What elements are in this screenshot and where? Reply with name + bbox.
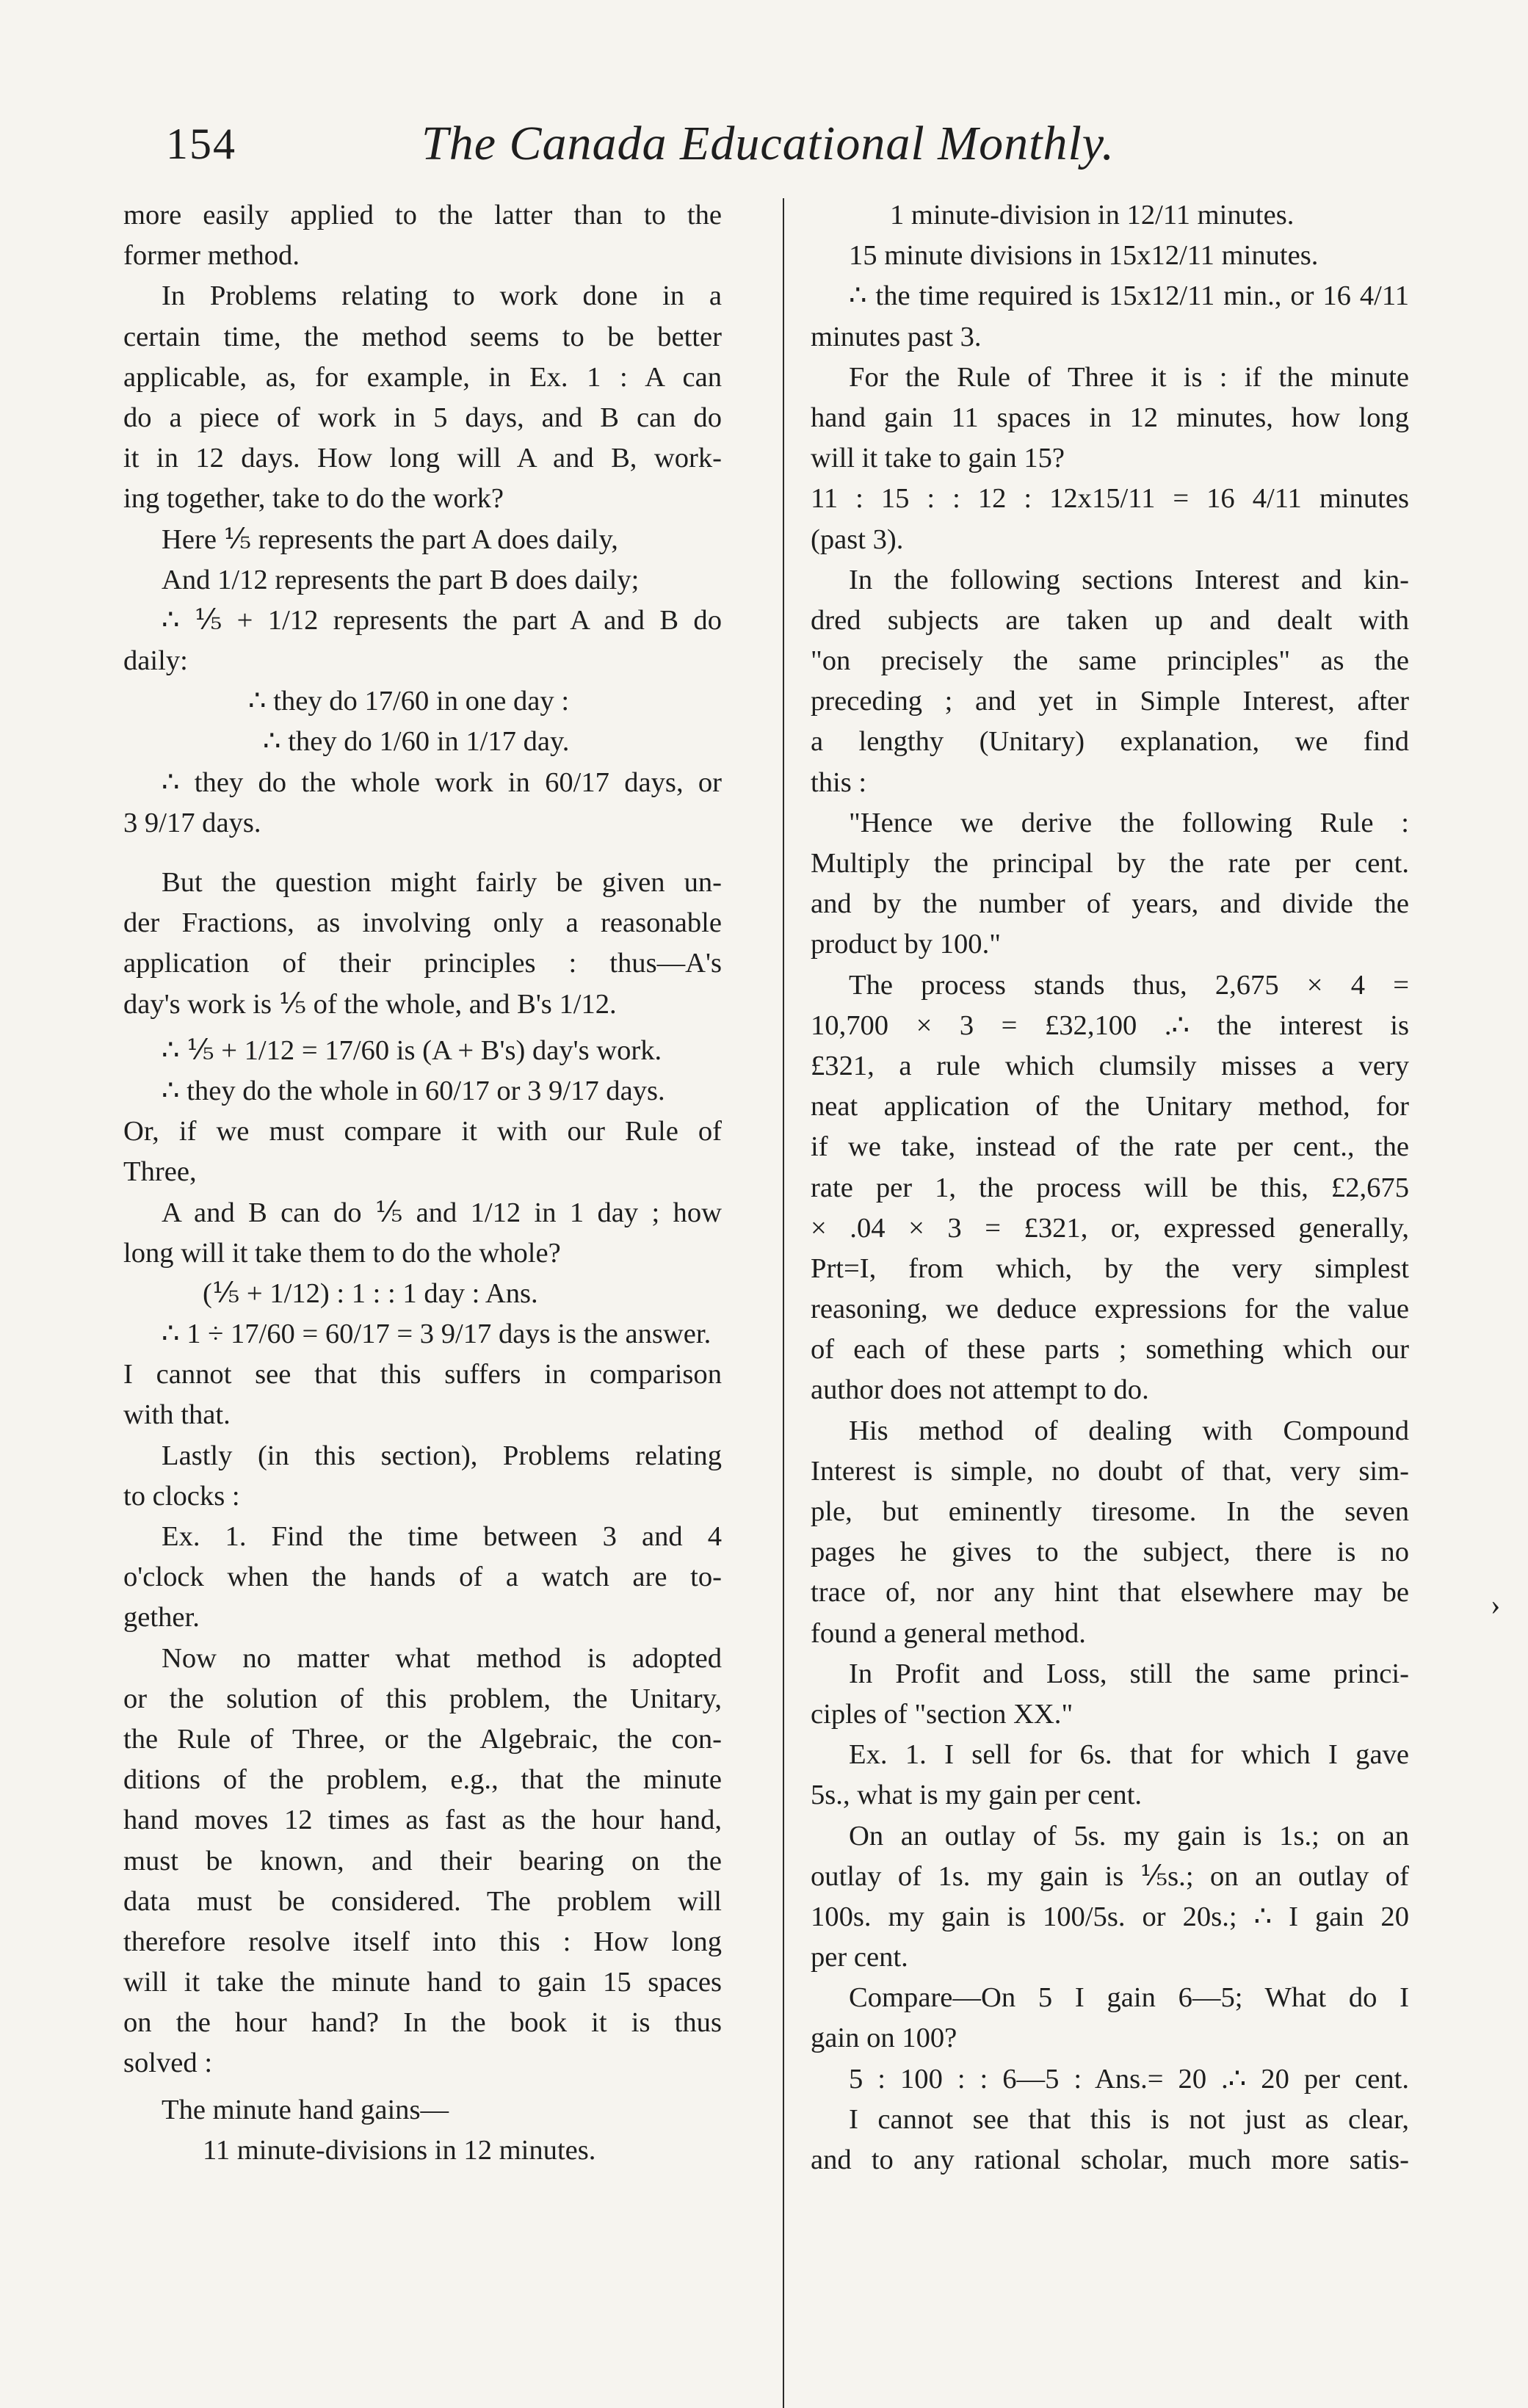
- text-line: with that.: [123, 1399, 231, 1431]
- text-line: ∴ ⅕ + 1/12 = 17/60 is (A + B's) day's work.: [162, 1034, 662, 1066]
- text-line: found a general method.: [811, 1617, 1086, 1649]
- text-line: author does not attempt to do.: [811, 1374, 1149, 1406]
- text-line: per cent.: [811, 1942, 908, 1973]
- text-line: ∴ 1 ÷ 17/60 = 60/17 = 3 9/17 days is the answer.: [162, 1319, 712, 1350]
- text-line: certain time, the method seems to be better: [123, 321, 722, 352]
- text-line: gain on 100?: [811, 2023, 957, 2054]
- text-line: more easily applied to the latter than to the: [123, 200, 722, 231]
- text-line: In Profit and Loss, still the same princi-: [849, 1658, 1409, 1689]
- text-line: ∴ they do 1/60 in 1/17 day.: [263, 726, 570, 758]
- text-line: neat application of the Unitary method, for: [811, 1091, 1409, 1123]
- text-line: Here ⅕ represents the part A does daily,: [162, 523, 618, 555]
- text-line: ∴ they do 17/60 in one day :: [248, 686, 570, 717]
- text-line: will it take the minute hand to gain 15 spaces: [123, 1967, 722, 1998]
- text-line: Now no matter what method is adopted: [162, 1642, 722, 1674]
- text-line: ple, but eminently tiresome. In the seven: [811, 1496, 1409, 1527]
- text-line: product by 100.": [811, 929, 1001, 960]
- text-line: must be known, and their bearing on the: [123, 1845, 722, 1876]
- text-line: The process stands thus, 2,675 × 4 =: [849, 969, 1409, 1001]
- text-line: ∴ ⅕ + 1/12 represents the part A and B do: [162, 604, 722, 636]
- text-line: hand gain 11 spaces in 12 minutes, how long: [811, 402, 1409, 433]
- text-line: former method.: [123, 240, 300, 272]
- text-line: the Rule of Three, or the Algebraic, the con-: [123, 1723, 722, 1755]
- text-line: But the question might fairly be given un-: [162, 867, 722, 898]
- text-line: solved :: [123, 2048, 213, 2079]
- text-line: therefore resolve itself into this : How long: [123, 1926, 722, 1957]
- text-line: Lastly (in this section), Problems relating: [162, 1440, 722, 1471]
- left-column: [123, 195, 722, 2171]
- text-line: Ex. 1. I sell for 6s. that for which I gave: [849, 1739, 1409, 1771]
- text-line: ∴ they do the whole in 60/17 or 3 9/17 days.: [162, 1075, 665, 1106]
- text-line: (⅕ + 1/12) : 1 : : 1 day : Ans.: [203, 1277, 538, 1309]
- text-line: "on precisely the same principles" as the: [811, 645, 1409, 677]
- text-line: On an outlay of 5s. my gain is 1s.; on an: [849, 1820, 1409, 1852]
- margin-mark: ›: [1491, 1588, 1501, 1621]
- text-line: 3 9/17 days.: [123, 807, 261, 838]
- text-line: For the Rule of Three it is : if the minute: [849, 361, 1409, 393]
- text-line: applicable, as, for example, in Ex. 1 : A can: [123, 361, 722, 393]
- text-line: (past 3).: [811, 523, 904, 555]
- running-title: The Canada Educational Monthly.: [421, 117, 1115, 170]
- text-line: I cannot see that this suffers in comparison: [123, 1359, 722, 1390]
- text-line: 1 minute-division in 12/11 minutes.: [890, 200, 1295, 231]
- text-line: ditions of the problem, e.g., that the minute: [123, 1764, 722, 1796]
- text-line: or the solution of this problem, the Unitary,: [123, 1683, 722, 1714]
- text-line: a lengthy (Unitary) explanation, we find: [811, 726, 1409, 758]
- text-line: and by the number of years, and divide the: [811, 888, 1409, 920]
- text-line: and to any rational scholar, much more satis-: [811, 2144, 1409, 2175]
- text-line: Compare—On 5 I gain 6—5; What do I: [849, 1982, 1409, 2014]
- text-line: 11 minute-divisions in 12 minutes.: [203, 2134, 596, 2166]
- text-line: 100s. my gain is 100/5s. or 20s.; ∴ I gain 20: [811, 1901, 1409, 1932]
- paragraph-gap: [123, 2084, 722, 2090]
- text-line: × .04 × 3 = £321, or, expressed generally,: [811, 1212, 1409, 1244]
- text-line: 5s., what is my gain per cent.: [811, 1780, 1143, 1811]
- text-line: if we take, instead of the rate per cent., the: [811, 1131, 1409, 1163]
- text-line: pages he gives to the subject, there is no: [811, 1537, 1409, 1568]
- text-line: In the following sections Interest and kin-: [849, 564, 1409, 595]
- text-line: £321, a rule which clumsily misses a very: [811, 1050, 1409, 1081]
- text-line: will it take to gain 15?: [811, 443, 1065, 474]
- text-line: ∴ the time required is 15x12/11 min., or 16 4/11: [849, 280, 1409, 312]
- text-line: "Hence we derive the following Rule :: [849, 807, 1409, 838]
- text-line: Ex. 1. Find the time between 3 and 4: [162, 1521, 722, 1552]
- paragraph-gap: [123, 1025, 722, 1031]
- text-line: I cannot see that this is not just as clear,: [849, 2103, 1409, 2135]
- page-number: 154: [166, 120, 236, 168]
- text-line: trace of, nor any hint that elsewhere may be: [811, 1577, 1409, 1609]
- text-line: data must be considered. The problem will: [123, 1885, 722, 1917]
- text-line: of each of these parts ; something which our: [811, 1334, 1409, 1366]
- text-line: der Fractions, as involving only a reasonable: [123, 907, 722, 939]
- text-line: gether.: [123, 1602, 200, 1633]
- text-line: And 1/12 represents the part B does daily;: [162, 564, 640, 595]
- text-line: Prt=I, from which, by the very simplest: [811, 1252, 1409, 1284]
- text-line: dred subjects are taken up and dealt with: [811, 604, 1409, 636]
- text-line: Interest is simple, no doubt of that, very sim-: [811, 1455, 1409, 1487]
- right-column: [811, 195, 1409, 2180]
- text-line: outlay of 1s. my gain is ⅕s.; on an outlay of: [811, 1860, 1409, 1892]
- text-line: application of their principles : thus—A's: [123, 948, 722, 979]
- text-line: In Problems relating to work done in a: [162, 280, 722, 312]
- text-line: 15 minute divisions in 15x12/11 minutes.: [849, 240, 1319, 272]
- text-line: rate per 1, the process will be this, £2,675: [811, 1172, 1409, 1203]
- text-line: 10,700 × 3 = £32,100 .∴ the interest is: [811, 1009, 1409, 1041]
- text-line: hand moves 12 times as fast as the hour hand,: [123, 1805, 722, 1836]
- text-line: Three,: [123, 1156, 197, 1188]
- text-line: long will it take them to do the whole?: [123, 1237, 561, 1269]
- text-line: reasoning, we deduce expressions for the value: [811, 1294, 1409, 1325]
- text-line: 5 : 100 : : 6—5 : Ans.= 20 .∴ 20 per cent.: [849, 2063, 1409, 2095]
- text-line: o'clock when the hands of a watch are to-: [123, 1562, 722, 1593]
- text-line: this :: [811, 766, 867, 798]
- text-line: daily:: [123, 645, 188, 677]
- text-line: to clocks :: [123, 1480, 240, 1512]
- text-line: ciples of "section XX.": [811, 1698, 1073, 1730]
- paragraph-gap: [123, 844, 722, 863]
- text-line: day's work is ⅕ of the whole, and B's 1/12.: [123, 988, 617, 1020]
- text-line: The minute hand gains—: [162, 2094, 449, 2125]
- text-line: ing together, take to do the work?: [123, 483, 504, 515]
- text-line: ∴ they do the whole work in 60/17 days, or: [162, 766, 722, 798]
- text-line: on the hour hand? In the book it is thus: [123, 2007, 722, 2039]
- column-rule: [783, 198, 784, 2408]
- text-line: 11 : 15 : : 12 : 12x15/11 = 16 4/11 minutes: [811, 483, 1409, 515]
- text-line: Or, if we must compare it with our Rule of: [123, 1116, 722, 1147]
- text-line: His method of dealing with Compound: [849, 1415, 1409, 1446]
- text-line: minutes past 3.: [811, 321, 982, 352]
- text-line: A and B can do ⅕ and 1/12 in 1 day ; how: [162, 1197, 722, 1228]
- text-line: do a piece of work in 5 days, and B can do: [123, 402, 722, 433]
- page-header: [166, 109, 1370, 189]
- text-line: Multiply the principal by the rate per cent.: [811, 848, 1409, 879]
- text-line: preceding ; and yet in Simple Interest, after: [811, 686, 1409, 717]
- text-line: it in 12 days. How long will A and B, work-: [123, 443, 722, 474]
